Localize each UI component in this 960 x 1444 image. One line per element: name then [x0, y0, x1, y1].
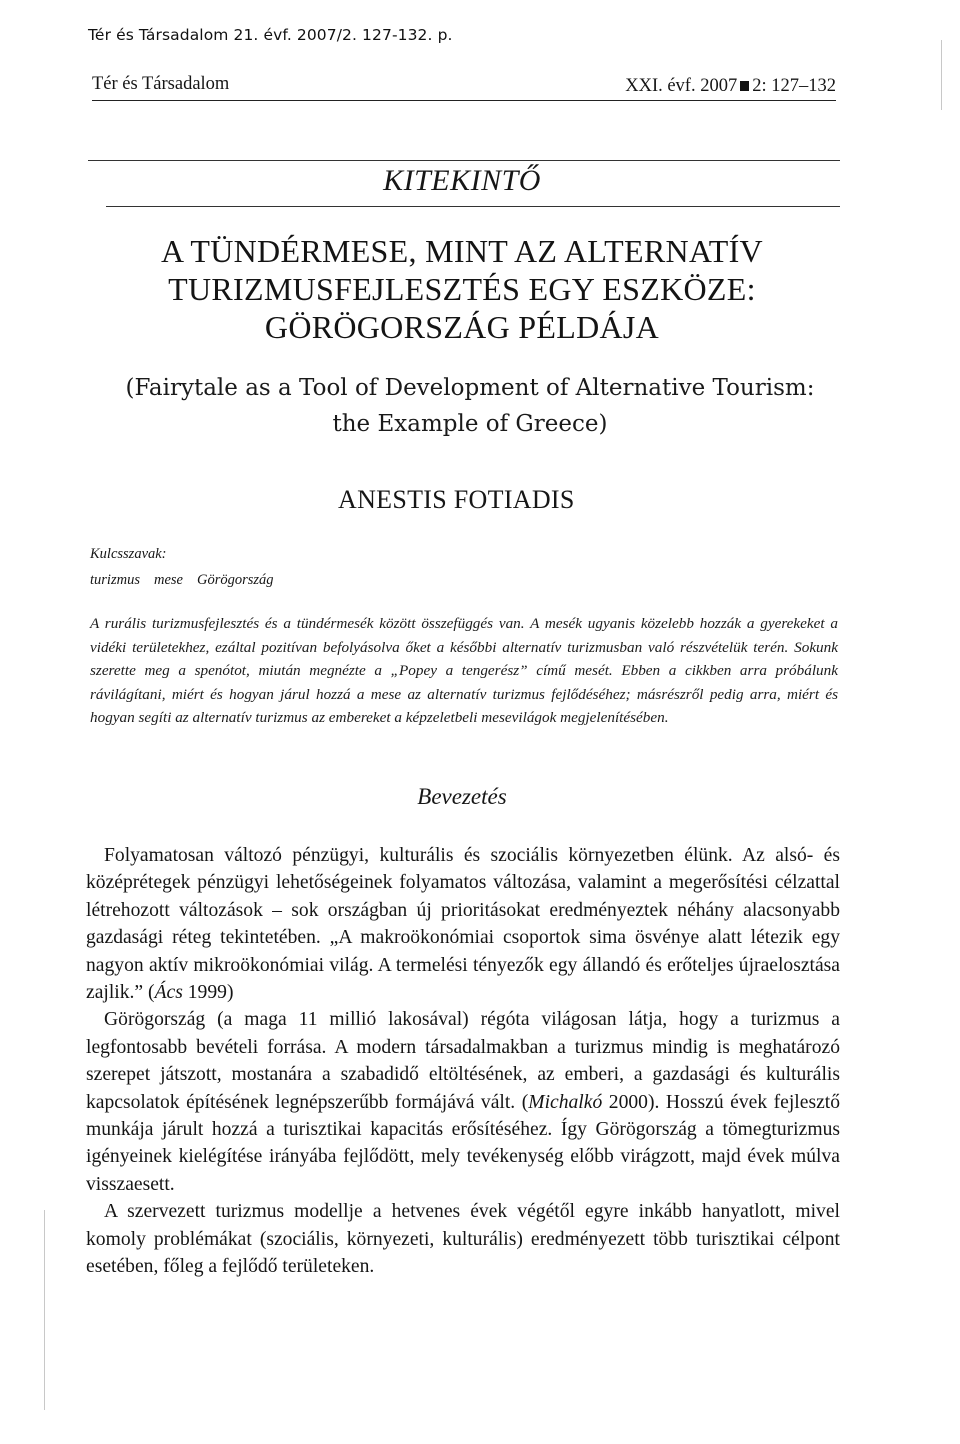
- citation-author: Ács: [154, 982, 183, 1004]
- paragraph: [86, 1198, 840, 1280]
- keyword: mese: [153, 572, 183, 588]
- paragraph: Folyamatosan változó pénzügyi, kulturális és szociális környezetben élünk. Az alsó- és középrétegek pénzügyi lehetőségeinek folyamatos változása, valamint a megerősítési célzattal létrehozott változások – sok országban új prioritásokat eredményeztek néhány alacsonyabb gazdasági réteg tekintetében. „A makroökonómiai csoportok sima ösvénye alatt létezik egy nagyon aktív mikroökonómiai világ. A termelési tényezők egy állandó és erőteljes újraelosztása zajlik.” (Ács 1999): [86, 845, 840, 1004]
- section-top-rule: [88, 160, 840, 161]
- keywords-label: Kulcsszavak:: [90, 546, 167, 562]
- paragraph-text: Folyamatosan változó pénzügyi, kulturális és szociális környezetben élünk. Az alsó- és középrétegek pénzügyi lehetőségeinek folyamatos változása, valamint a megerősítési célzattal létrehozott változások – sok országban új prioritásokat eredményeztek néhány alacsonyabb gazdasági réteg tekintetében. „A makroökonómiai csoportok sima ösvénye alatt létezik egy nagyon aktív mikroökonómiai világ. A termelési tényezők egy állandó és erőteljes újraelosztása zajlik.”: [86, 845, 840, 1004]
- citation-year: 1999): [182, 982, 234, 1004]
- english-subtitle: [88, 370, 852, 442]
- title-line: A TÜNDÉRMESE, MINT AZ ALTERNATÍV: [161, 233, 763, 269]
- subtitle-line: (Fairytale as a Tool of Development of Alternative Tourism:: [125, 375, 815, 401]
- subtitle-line: the Example of Greece): [332, 411, 608, 437]
- journal-name: Tér és Társadalom: [92, 74, 230, 94]
- title-line: GÖRÖGORSZÁG PÉLDÁJA: [264, 309, 660, 345]
- title-line: TURIZMUSFEJLESZTÉS EGY ESZKÖZE:: [168, 271, 756, 307]
- citation-year: 2000).: [602, 1091, 660, 1113]
- citation-author: Michalkó: [528, 1091, 603, 1113]
- keyword: turizmus: [90, 572, 140, 588]
- running-head: [92, 72, 836, 101]
- paragraph-text: Hosszú évek fejlesztő munkája járult hozzá a turisztikai kapacitás erősítéséhez. Így Görögország a tömegturizmus igényeinek kielégítése irányába fejlődött, mely tevékenység előbb virágzott, majd évek múlva visszaesett.: [86, 1091, 841, 1195]
- scan-margin-line: [44, 1210, 45, 1410]
- keyword: Görögország: [196, 572, 274, 588]
- section-bottom-rule: [106, 206, 840, 207]
- volume-year: XXI. évf. 2007: [625, 76, 738, 96]
- paragraph-text: Görögország (a maga 11 millió lakosával) régóta világosan látja, hogy a turizmus a legfontosabb bevételi forrása. A modern társadalmakban a turizmus mindig is meghatározó szerepet játszott, mostanára a szabadidő eltöltésének, az emberi, a gazdasági és kulturális kapcsolatok építésének legnépszerűbb formájává vált.: [86, 1009, 840, 1113]
- body-text: [86, 842, 840, 1281]
- square-bullet-icon: [740, 81, 749, 91]
- abstract: A rurális turizmusfejlesztés és a tündérmesék között összefüggés van. A mesék ugyanis közelebb hozzák a gyerekeket a vidéki területekhez, ezáltal pozitívan befolyásolva őket a későbbi alternatív turizmusban való részvételük terén. Sokunk szerette meg a spenótot, miután megnézte a „Popey a tengerész” című mesét. Ebben a cikkben arra próbálunk rávilágítani, miért és hogyan járul hozzá a mese az alternatív turizmus fejlődéséhez; másrészről pedig arra, miért és hogyan segíti az alternatív turizmus az embereket a képzeletbeli mesevilágok megjelenítésében.: [90, 615, 838, 726]
- keywords-list: [90, 572, 288, 589]
- issue-pages: 2: 127–132: [752, 76, 836, 96]
- paragraph: Görögország (a maga 11 millió lakosával) régóta világosan látja, hogy a turizmus a legfontosabb bevételi forrása. A modern társadalmakban a turizmus mindig is meghatározó szerepet játszott, mostanára a szabadidő eltöltésének, az emberi, a gazdasági és kulturális kapcsolatok építésének legnépszerűbb formájává vált. (Michalkó 2000). Hosszú évek fejlesztő munkája járult hozzá a turisztikai kapacitás erősítéséhez. Így Görögország a tömegturizmus igényeinek kielégítése irányába fejlődött, mely tevékenység előbb virágzott, majd évek múlva visszaesett.: [86, 1009, 841, 1195]
- section-label: KITEKINTŐ: [383, 164, 541, 197]
- scan-margin-line: [941, 40, 942, 110]
- article-title: [88, 232, 836, 346]
- author-name: ANESTIS FOTIADIS: [338, 485, 575, 514]
- issue-info: [625, 76, 836, 97]
- paragraph-text: A szervezett turizmus modellje a hetvenes évek végétől egyre inkább hanyatlott, mivel komoly problémákat (szociális, környezeti, kulturális) eredményezett több turisztikai célpont esetében, főleg a fejlődő területeken.: [86, 1201, 840, 1278]
- section-heading: Bevezetés: [417, 784, 507, 809]
- citation-line: Tér és Társadalom 21. évf. 2007/2. 127-132. p.: [88, 26, 453, 44]
